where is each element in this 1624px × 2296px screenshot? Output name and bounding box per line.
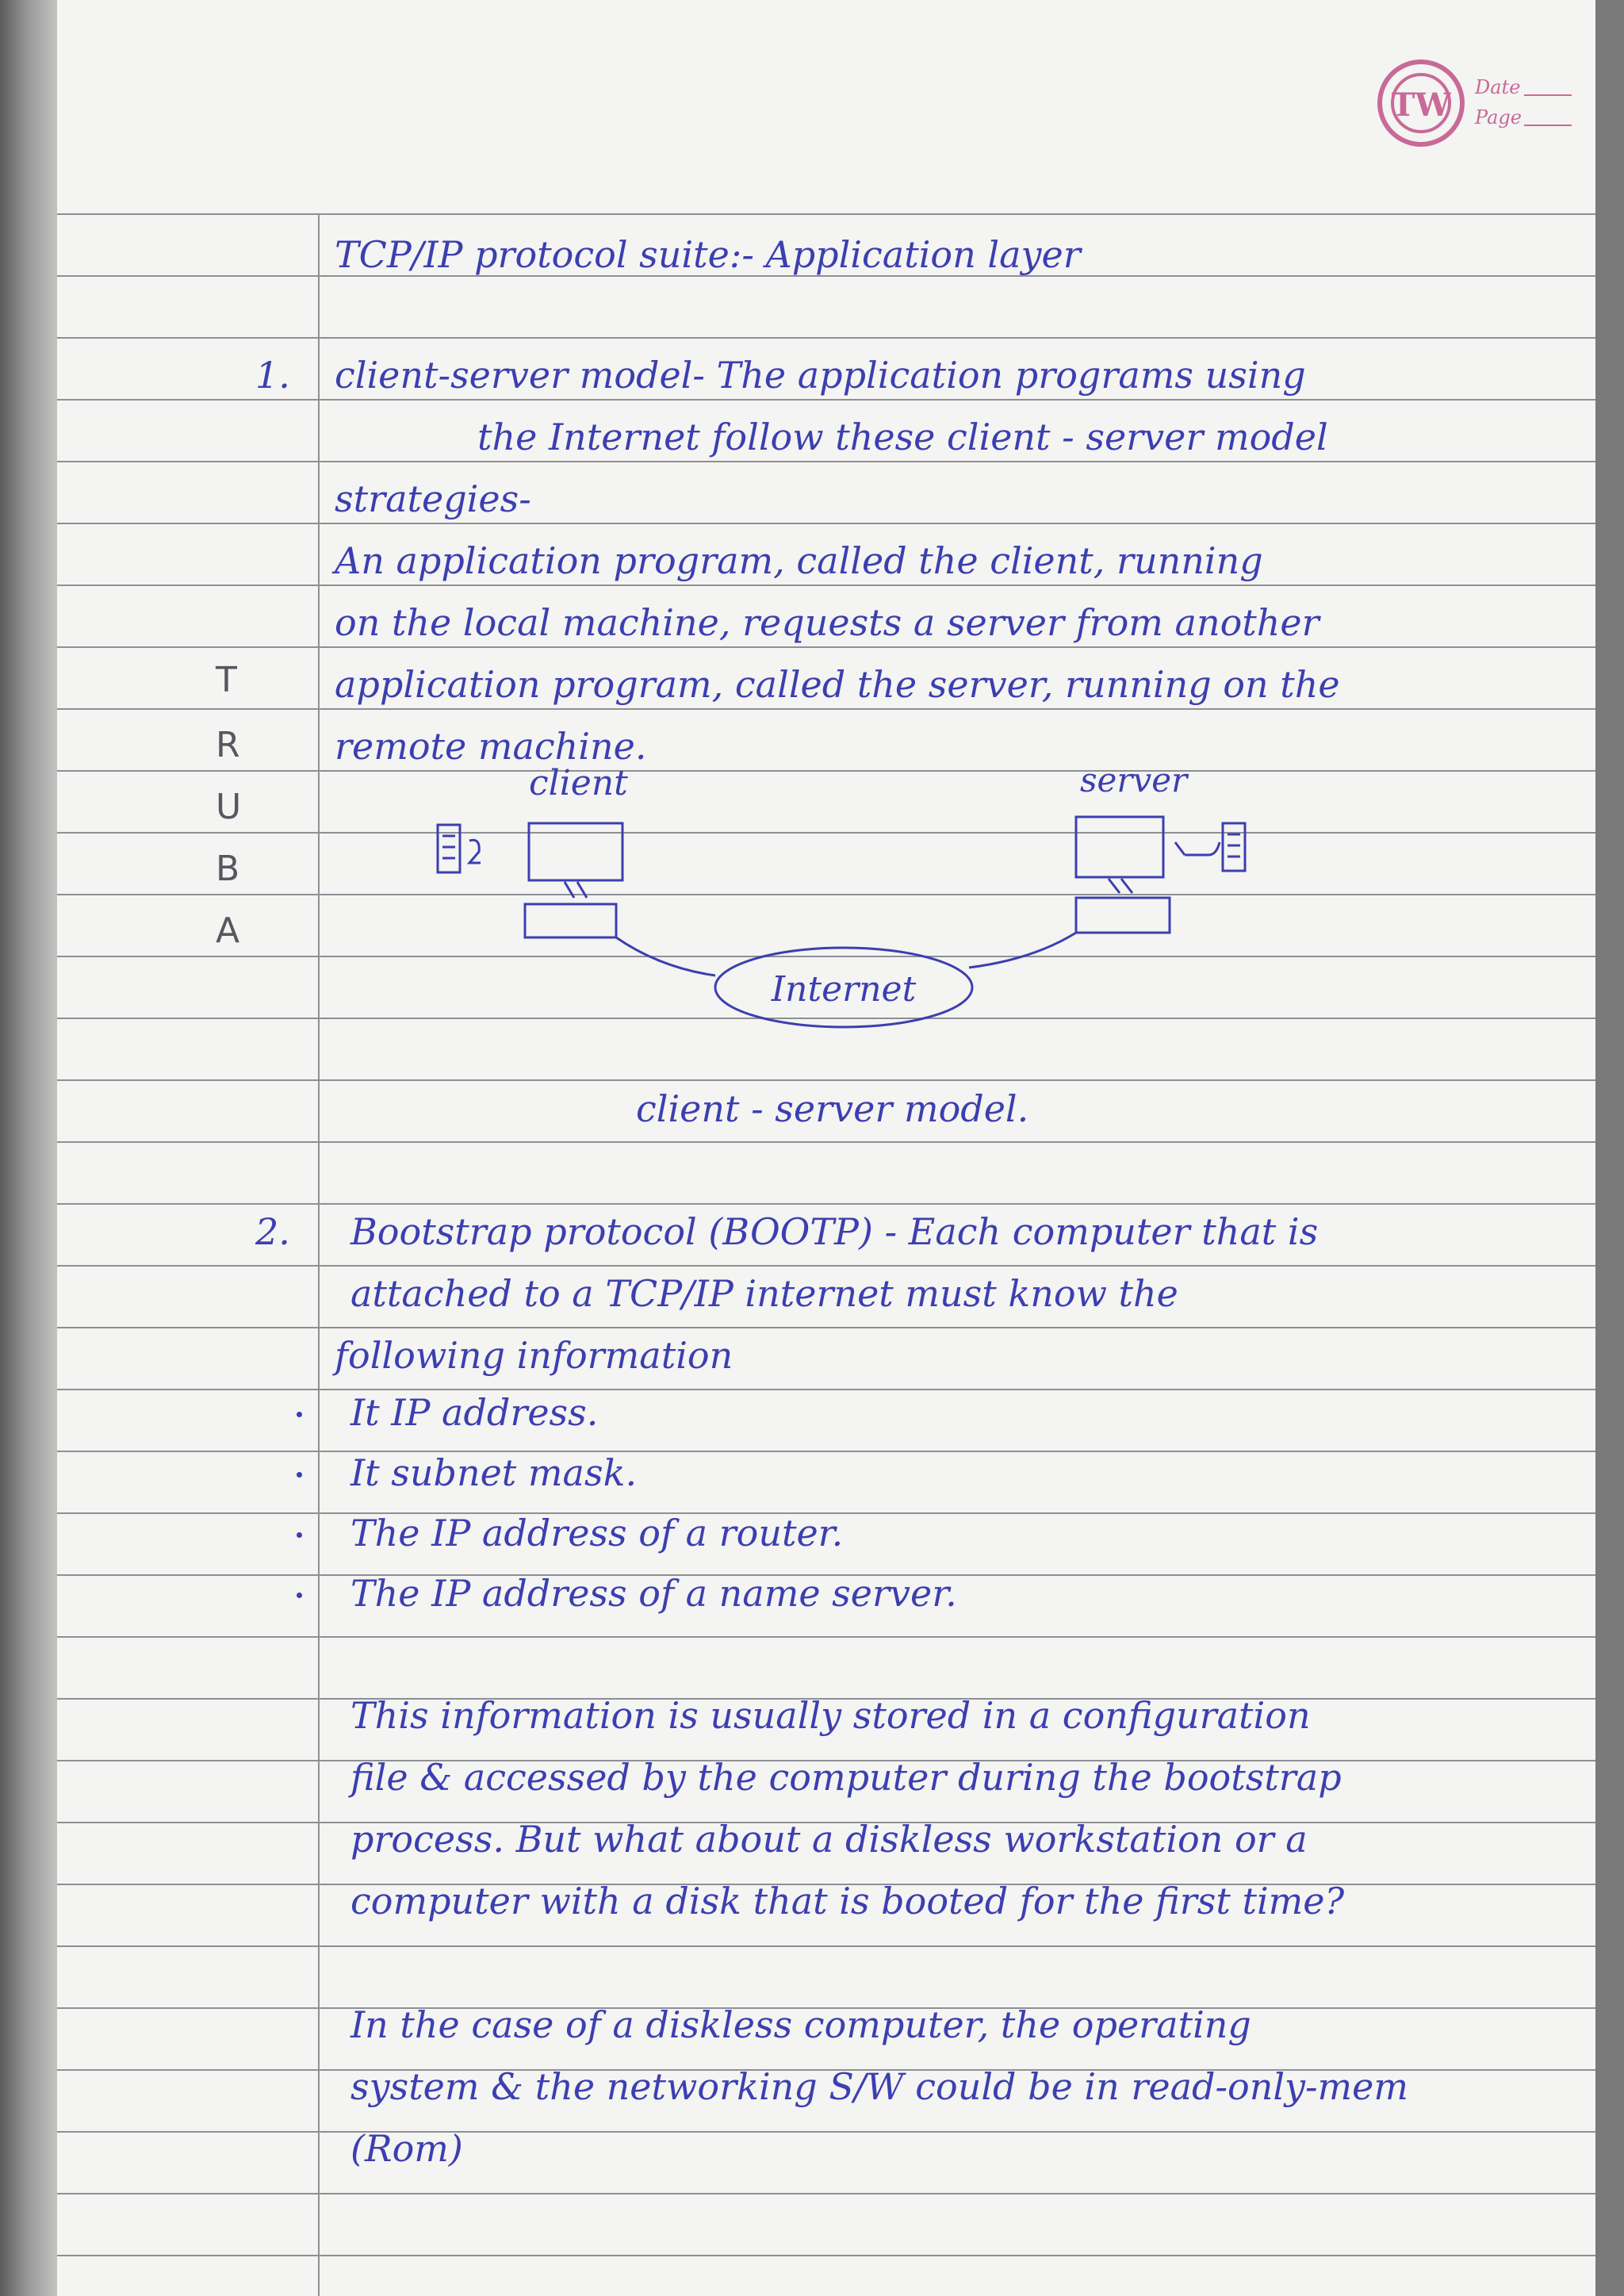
bullet-dot	[297, 1593, 302, 1598]
bullet-item-2: It subnet mask.	[350, 1451, 638, 1494]
section-1-line-4: An application program, called the client, running	[335, 539, 1263, 582]
page-title: TCP/IP protocol suite:- Application layer	[335, 233, 1081, 276]
paragraph-2-line-2: system & the networking S/W could be in read-only-mem	[350, 2065, 1409, 2108]
server-label: server	[1080, 761, 1188, 799]
section-1-line-1: client-server model- The application programs using	[335, 354, 1306, 397]
brand-logo	[1373, 56, 1580, 162]
bullet-dot	[297, 1532, 302, 1538]
logo-stamp	[1373, 56, 1580, 159]
date-label: Date	[1475, 76, 1521, 98]
paragraph-1-line-1: This information is usually stored in a configuration	[350, 1694, 1311, 1737]
server-computer	[1076, 817, 1245, 933]
diagram-caption: client - server model.	[636, 1087, 1029, 1130]
section-2-line-1: Bootstrap protocol (BOOTP) - Each computer that is	[350, 1210, 1319, 1253]
paragraph-2-line-1: In the case of a diskless computer, the operating	[350, 2003, 1251, 2046]
paragraph-1-line-3: process. But what about a diskless workstation or a	[350, 1818, 1308, 1861]
paragraph-1-line-2: file & accessed by the computer during the bootstrap	[350, 1756, 1342, 1799]
bullet-item-4: The IP address of a name server.	[350, 1572, 957, 1615]
internet-label: Internet	[771, 969, 917, 1010]
section-1-line-3: strategies-	[335, 477, 531, 520]
client-computer	[438, 823, 622, 937]
bullet-dot	[297, 1472, 302, 1478]
section-1-line-2: the Internet follow these client - server model	[477, 416, 1328, 458]
client-label: client	[529, 763, 628, 803]
side-letter-b: B	[216, 849, 240, 889]
bullet-dot	[297, 1412, 302, 1417]
side-letter-u: U	[216, 787, 242, 827]
bullet-item-1: It IP address.	[350, 1391, 599, 1434]
bullet-item-3: The IP address of a router.	[350, 1512, 844, 1554]
page-label: Page	[1475, 106, 1522, 128]
logo-text: TW	[1391, 86, 1451, 124]
side-letter-t: T	[216, 660, 237, 700]
section-1-line-6: application program, called the server, running on the	[335, 663, 1340, 706]
section-2-number: 2.	[255, 1210, 290, 1253]
paragraph-2-line-3: (Rom)	[350, 2127, 463, 2170]
section-2-line-2: attached to a TCP/IP internet must know the	[350, 1272, 1178, 1315]
side-letter-a: A	[216, 910, 240, 951]
section-1-line-7: remote machine.	[335, 725, 647, 768]
paragraph-1-line-4: computer with a disk that is booted for the first time?	[350, 1880, 1345, 1922]
section-1-line-5: on the local machine, requests a server from another	[335, 601, 1320, 644]
notebook-page	[57, 0, 1595, 2296]
side-letter-r: R	[216, 725, 240, 765]
section-1-number: 1.	[255, 354, 290, 397]
section-2-line-3: following information	[335, 1334, 733, 1377]
